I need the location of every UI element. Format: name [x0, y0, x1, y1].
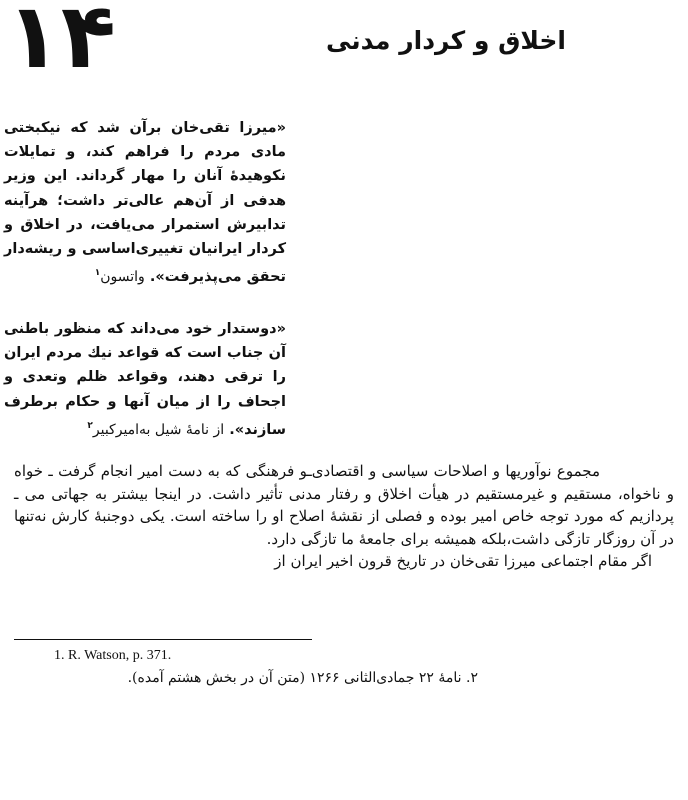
- chapter-number: ۱۴: [6, 0, 116, 89]
- epigraph-source: از نامهٔ شیل به‌امیرکبیر: [92, 421, 225, 438]
- body-paragraph: مجموع نوآوریها و اصلاحات سیاسی و اقتصادی‌ـو فرهنگی که به دست امیر انجام گرفت ـ خواه و ناخواه، مستقیم و غیرمستقیم در هیأت اخلاق و رفتار مدنی تأثیر داشت. در اینجا بیشتر به جهاتی می ـ پردازیم که مورد توجه خاص امیر بوده و فصلی از نقشهٔ اصلاح او را ساخته است. یکی دوجنبهٔ کارش نه‌تنها در آن روزگار تازگی داشت،بلکه همیشه برای جامعهٔ ما تازگی دارد.: [14, 462, 674, 548]
- footnote-marker: ۱: [94, 268, 101, 279]
- epigraph-quote: «میرزا تقی‌خان برآن شد که نیکبختی مادی مردم را فراهم کند، و تمایلات نکوهیدهٔ آنان را مهار گرداند. این وزیر هدفی از آن‌هم عالی‌تر داشت؛ هرآینه تدابیرش استمرار می‌یافت، در اخلاق و کردار ایرانیان تغییری‌اساسی و ریشه‌دار تحقق می‌پذیرفت».: [4, 120, 286, 286]
- chapter-title: اخلاق و کردار مدنی: [325, 26, 566, 55]
- epigraph-quote: «دوستدار خود می‌داند که منظور باطنی آن جناب است که قواعد نیك مردم ایران را ترقی دهند، وقواعد ظلم وتعدی و اجحاف را از میان آنها و حکام برطرف سازند».: [4, 321, 286, 438]
- epigraph-sheil: [4, 317, 286, 442]
- footnote-2: ۲. نامهٔ ۲۲ جمادی‌الثانی ۱۲۶۶ (متن آن در بخش هشتم آمده).: [127, 670, 478, 686]
- body-paragraph: اگر مقام اجتماعی میرزا تقی‌خان در تاریخ قرون اخیر ایران از: [274, 552, 652, 571]
- epigraph-source: واتسون: [100, 269, 145, 286]
- epigraph-watson: [4, 116, 286, 289]
- footnote-marker: ۲: [87, 420, 93, 431]
- footnote-divider: [14, 639, 312, 640]
- footnote-1: 1. R. Watson, p. 371.: [54, 648, 172, 663]
- body-text: [14, 460, 674, 573]
